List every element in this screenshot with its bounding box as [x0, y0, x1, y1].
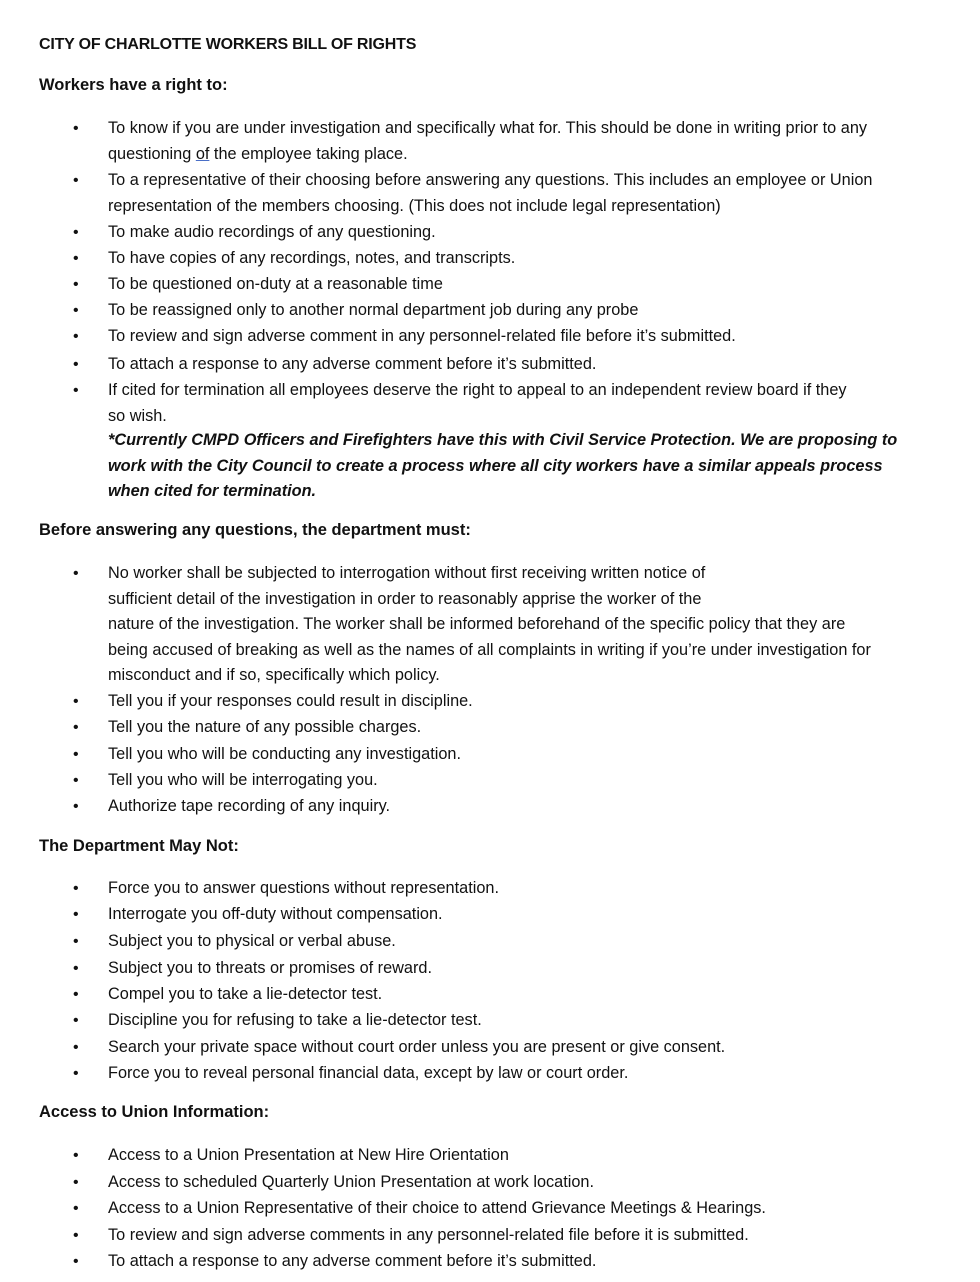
bullet-marker: •: [73, 986, 79, 1003]
list-item: [108, 1223, 948, 1249]
section-heading-department-may-not: The Department May Not:: [39, 837, 239, 855]
bullet-marker: •: [73, 933, 79, 950]
list-item-line: If cited for termination all employees deserve the right to appeal to an independent review board if they: [108, 381, 847, 399]
list-item-line: To make audio recordings of any questioning.: [108, 223, 436, 241]
section-heading-department-must: Before answering any questions, the department must:: [39, 521, 471, 539]
list-item-line: so wish.: [108, 406, 167, 425]
list-item: [108, 956, 948, 982]
list-item-line: Force you to reveal personal financial data, except by law or court order.: [108, 1064, 629, 1082]
list-item-line: misconduct and if so, specifically which policy.: [108, 666, 440, 684]
section-heading-union-access: Access to Union Information:: [39, 1103, 270, 1121]
list-item: [108, 742, 948, 768]
bullet-marker: •: [73, 302, 79, 319]
bullet-marker: •: [73, 172, 79, 189]
list-item: [108, 352, 948, 378]
bullet-marker: •: [73, 565, 79, 582]
list-item-line: Discipline you for refusing to take a lie-detector test.: [108, 1011, 482, 1029]
list-item: [108, 982, 948, 1008]
list-item: [108, 378, 948, 429]
list-item-line: To know if you are under investigation and specifically what for. This should be done in writing prior to any: [108, 119, 868, 137]
list-item: [108, 116, 948, 167]
bullet-marker: •: [73, 1227, 79, 1244]
list-item-line: To have copies of any recordings, notes, and transcripts.: [108, 249, 516, 267]
bullet-marker: •: [73, 382, 79, 399]
list-item-line: Access to a Union Presentation at New Hire Orientation: [108, 1146, 509, 1164]
bullet-marker: •: [73, 1147, 79, 1164]
list-item-text: the employee taking place.: [209, 144, 408, 163]
list-item-line: Tell you who will be conducting any investigation.: [108, 745, 461, 763]
list-item: [108, 298, 948, 324]
list-item: [108, 1170, 948, 1196]
list-item-line: Force you to answer questions without representation.: [108, 879, 499, 897]
bullet-marker: •: [73, 772, 79, 789]
list-item-line: Tell you the nature of any possible charges.: [108, 718, 422, 736]
bullet-marker: •: [73, 250, 79, 267]
list-item-line: [108, 142, 948, 168]
list-item: [108, 689, 948, 715]
bullet-marker: •: [73, 276, 79, 293]
bullet-marker: •: [73, 906, 79, 923]
bullet-marker: •: [73, 798, 79, 815]
list-item: [108, 1249, 948, 1275]
note-line: work with the City Council to create a process where all city workers have a similar appeals process: [108, 456, 883, 475]
section-heading-rights: Workers have a right to:: [39, 76, 228, 94]
list-item-line: sufficient detail of the investigation in order to reasonably apprise the worker of the: [108, 589, 702, 608]
list-item: [108, 168, 948, 219]
list-item: [108, 876, 948, 902]
list-item: [108, 220, 948, 246]
list-item: [108, 272, 948, 298]
list-item-line: Interrogate you off-duty without compensation.: [108, 905, 443, 923]
list-item: [108, 768, 948, 794]
bullet-marker: •: [73, 1174, 79, 1191]
bullet-marker: •: [73, 746, 79, 763]
list-item-line: Compel you to take a lie-detector test.: [108, 985, 383, 1003]
list-item-line: To be reassigned only to another normal department job during any probe: [108, 301, 639, 319]
bullet-marker: •: [73, 356, 79, 373]
bullet-marker: •: [73, 224, 79, 241]
list-item-line: To review and sign adverse comments in any personnel-related file before it is submitted.: [108, 1226, 749, 1244]
list-item-line: representation of the members choosing. (This does not include legal representation): [108, 196, 721, 215]
list-item: [108, 324, 948, 350]
note-line: *Currently CMPD Officers and Firefighters have this with Civil Service Protection. We are proposing to: [108, 431, 898, 449]
bullet-marker: •: [73, 719, 79, 736]
civil-service-note: [108, 428, 938, 505]
list-item-line: being accused of breaking as well as the names of all complaints in writing if you’re under investigation for: [108, 640, 871, 659]
list-item: [108, 715, 948, 741]
list-item-line: No worker shall be subjected to interrogation without first receiving written notice of: [108, 564, 706, 582]
list-item-line: To attach a response to any adverse comment before it’s submitted.: [108, 355, 597, 373]
list-item: [108, 1196, 948, 1222]
list-item-line: nature of the investigation. The worker shall be informed beforehand of the specific policy that they are: [108, 615, 846, 633]
list-item-line: To attach a response to any adverse comment before it’s submitted.: [108, 1252, 597, 1270]
bullet-marker: •: [73, 693, 79, 710]
list-item-line: To review and sign adverse comment in any personnel-related file before it’s submitted.: [108, 327, 736, 345]
list-item-line: Tell you who will be interrogating you.: [108, 771, 378, 789]
note-line: when cited for termination.: [108, 482, 317, 500]
bullet-marker: •: [73, 1253, 79, 1270]
list-item: [108, 929, 948, 955]
bullet-marker: •: [73, 1039, 79, 1056]
list-item-line: Subject you to threats or promises of reward.: [108, 959, 432, 977]
list-item: [108, 794, 948, 820]
bullet-marker: •: [73, 1065, 79, 1082]
list-item-line: Access to a Union Representative of their choice to attend Grievance Meetings & Hearings.: [108, 1199, 766, 1217]
list-item-line: Authorize tape recording of any inquiry.: [108, 797, 391, 815]
document-title: CITY OF CHARLOTTE WORKERS BILL OF RIGHTS: [39, 36, 417, 53]
bullet-marker: •: [73, 1012, 79, 1029]
list-item: [108, 1008, 948, 1034]
bullet-marker: •: [73, 120, 79, 137]
bullet-marker: •: [73, 880, 79, 897]
list-item-line: To be questioned on-duty at a reasonable time: [108, 275, 443, 293]
list-item-line: Tell you if your responses could result in discipline.: [108, 692, 473, 710]
list-item-line: Subject you to physical or verbal abuse.: [108, 932, 396, 950]
bullet-marker: •: [73, 328, 79, 345]
list-item: [108, 561, 948, 689]
list-item: [108, 1035, 948, 1061]
underlined-word: of: [195, 144, 210, 163]
list-item: [108, 1143, 948, 1169]
list-item: [108, 902, 948, 928]
list-item-text: questioning: [108, 144, 196, 163]
bullet-marker: •: [73, 960, 79, 977]
list-item: [108, 246, 948, 272]
bullet-marker: •: [73, 1200, 79, 1217]
list-item-line: Search your private space without court order unless you are present or give consent.: [108, 1038, 726, 1056]
list-item-line: To a representative of their choosing before answering any questions. This includes an employee or Union: [108, 171, 873, 189]
list-item-line: Access to scheduled Quarterly Union Presentation at work location.: [108, 1173, 594, 1191]
list-item: [108, 1061, 948, 1087]
